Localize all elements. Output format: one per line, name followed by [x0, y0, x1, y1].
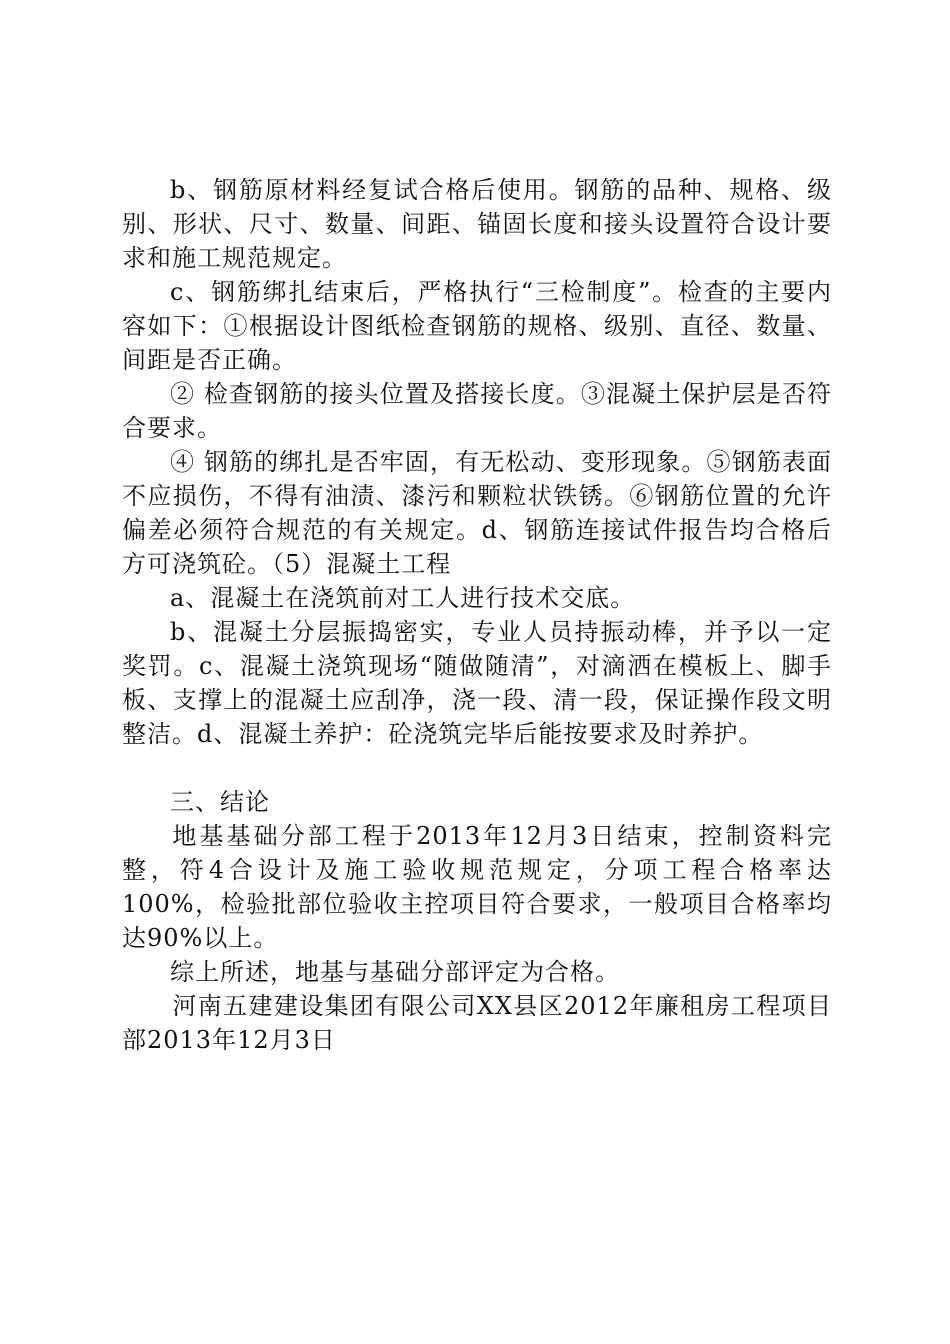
- paragraph-rebar-binding: ④ 钢筋的绑扎是否牢固，有无松动、变形现象。⑤钢筋表面不应损伤，不得有油渍、漆污和颗粒状铁锈。⑥钢筋位置的允许偏差必须符合规范的有关规定。d、钢筋连接试件报告均合格后方可浇筑砼。（5）混凝土工程: [122, 448, 832, 578]
- paragraph-rebar-inspection: c、钢筋绑扎结束后，严格执行“三检制度”。检查的主要内容如下：①根据设计图纸检查钢筋的规格、级别、直径、数量、间距是否正确。: [122, 278, 832, 374]
- paragraph-rebar-joints: ② 检查钢筋的接头位置及搭接长度。③混凝土保护层是否符合要求。: [122, 380, 832, 442]
- paragraph-concrete-vibration: b、混凝土分层振捣密实，专业人员持振动棒，并予以一定奖罚。c、混凝土浇筑现场“随做随清”，对滴洒在模板上、脚手板、支撑上的混凝土应刮净，浇一段、清一段，保证操作段文明整洁。d、混凝土养护：砼浇筑完毕后能按要求及时养护。: [122, 618, 832, 748]
- paragraph-conclusion-rating: 综上所述，地基与基础分部评定为合格。: [170, 958, 620, 986]
- paragraph-signature: 河南五建建设集团有限公司XX县区2012年廉租房工程项目部2013年12月3日: [122, 992, 832, 1054]
- section-heading-conclusion: 三、结论: [170, 788, 270, 816]
- paragraph-rebar-material: b、钢筋原材料经复试合格后使用。钢筋的品种、规格、级别、形状、尺寸、数量、间距、锚固长度和接头设置符合设计要求和施工规范规定。: [122, 176, 832, 272]
- paragraph-concrete-briefing: a、混凝土在浇筑前对工人进行技术交底。: [170, 584, 636, 612]
- paragraph-conclusion-summary: 地基基础分部工程于2013年12月3日结束，控制资料完整，符4合设计及施工验收规范规定，分项工程合格率达100%，检验批部位验收主控项目符合要求，一般项目合格率均达90%以上。: [122, 822, 832, 952]
- document-body: [122, 173, 832, 1057]
